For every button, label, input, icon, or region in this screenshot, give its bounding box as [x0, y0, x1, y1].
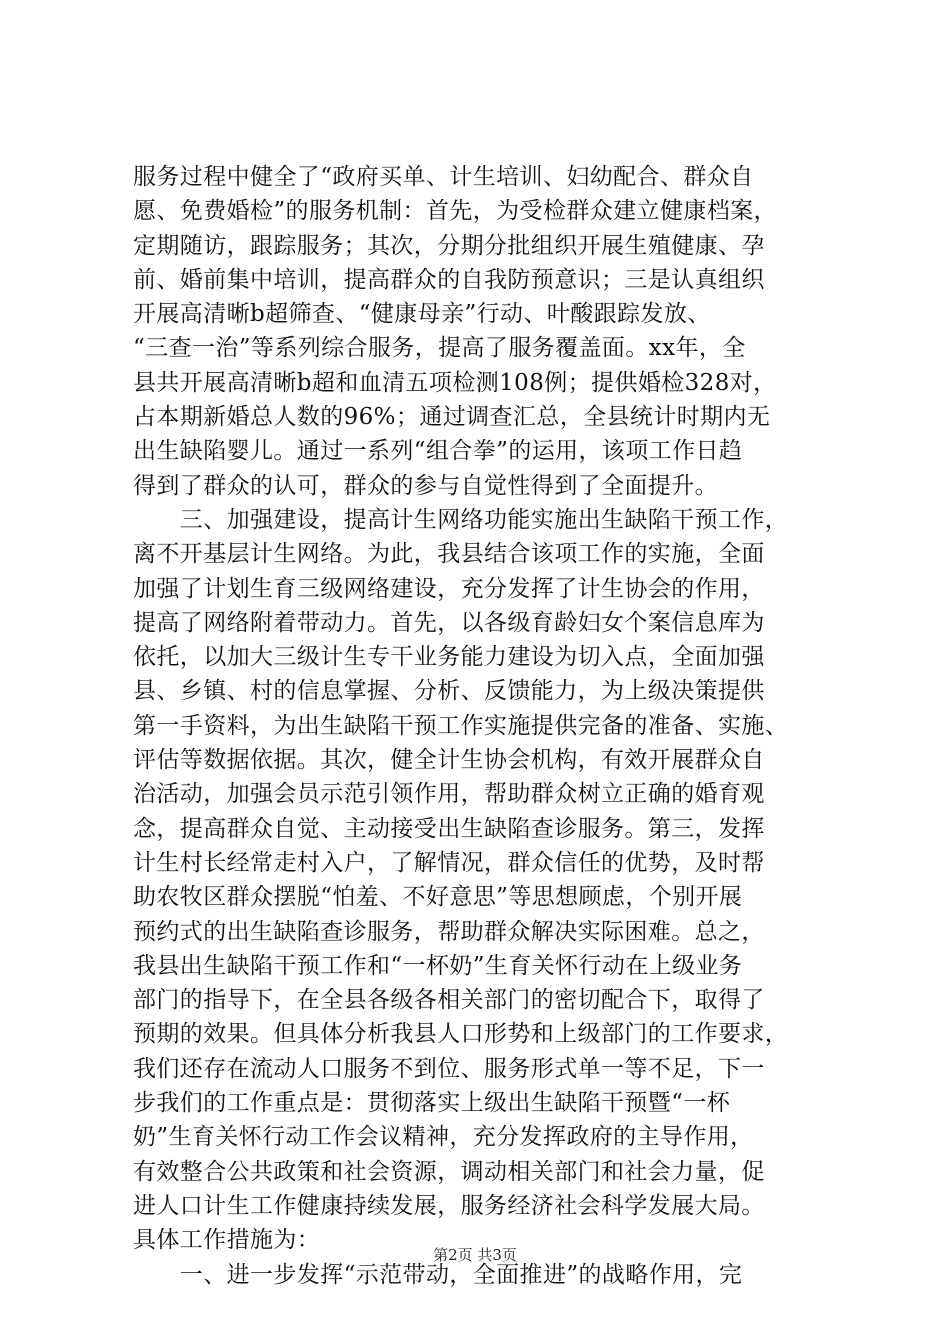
text-line: 前、婚前集中培训，提高群众的自我防预意识；三是认真组织 — [133, 266, 765, 293]
text-line: 服务过程中健全了“政府买单、计生培训、妇幼配合、群众自 — [133, 164, 754, 190]
page-footer: 第2页 共3页 — [433, 1246, 517, 1264]
text-line: 具体工作措施为： — [133, 1227, 321, 1254]
text-line: 部门的指导下，在全县各级各相关部门的密切配合下，取得了 — [133, 987, 765, 1014]
text-line: 我县出生缺陷干预工作和“一杯奶”生育关怀行动在上级业务 — [133, 952, 743, 979]
text-line: 提高了网络附着带动力。首先，以各级育龄妇女个案信息库为 — [133, 609, 765, 636]
text-line: 第一手资料，为出生缺陷干预工作实施提供完备的准备、实施、 — [133, 712, 789, 739]
text-line: 加强了计划生育三级网络建设，充分发挥了计生协会的作用， — [133, 575, 765, 602]
text-line: 得到了群众的认可，群众的参与自觉性得到了全面提升。 — [133, 472, 718, 499]
text-line: 评估等数据依据。其次，健全计生协会机构，有效开展群众自 — [133, 747, 765, 774]
text-line: 离不开基层计生网络。为此，我县结合该项工作的实施，全面 — [133, 541, 765, 568]
text-line: 念，提高群众自觉、主动接受出生缺陷查诊服务。第三，发挥 — [133, 815, 765, 842]
text-line: 开展高清晰b超筛查、“健康母亲”行动、叶酸跟踪发放、 — [133, 301, 711, 328]
text-line: 定期随访，跟踪服务；其次，分期分批组织开展生殖健康、孕 — [133, 232, 765, 259]
document-body — [133, 160, 833, 1292]
text-line: 我们还存在流动人口服务不到位、服务形式单一等不足，下一 — [133, 1055, 765, 1082]
text-line: 一、进一步发挥“示范带动，全面推进”的战略作用，完 — [133, 1261, 743, 1288]
text-line: “三查一治”等系列综合服务，提高了服务覆盖面。xx年，全 — [133, 335, 746, 362]
text-line: 县共开展高清晰b超和血清五项检测108例；提供婚检328对， — [133, 369, 777, 396]
text-line: 愿、免费婚检”的服务机制：首先，为受检群众建立健康档案， — [133, 198, 777, 225]
text-line: 进人口计生工作健康持续发展，服务经济社会科学发展大局。 — [133, 1192, 765, 1219]
text-line: 占本期新婚总人数的96%；通过调查汇总，全县统计时期内无 — [133, 404, 771, 431]
text-line: 预期的效果。但具体分析我县人口形势和上级部门的工作要求， — [133, 1021, 789, 1048]
text-line: 依托，以加大三级计生专干业务能力建设为切入点，全面加强 — [133, 644, 765, 671]
text-line: 三、加强建设，提高计生网络功能实施出生缺陷干预工作， — [133, 506, 789, 533]
text-line: 预约式的出生缺陷查诊服务，帮助群众解决实际困难。总之， — [133, 918, 765, 945]
text-line: 计生村长经常走村入户，了解情况，群众信任的优势，及时帮 — [133, 849, 765, 876]
text-line: 有效整合公共政策和社会资源，调动相关部门和社会力量，促 — [133, 1158, 765, 1185]
text-line: 出生缺陷婴儿。通过一系列“组合拳”的运用，该项工作日趋 — [133, 438, 743, 465]
text-line: 县、乡镇、村的信息掌握、分析、反馈能力，为上级决策提供 — [133, 678, 765, 705]
text-line: 治活动，加强会员示范引领作用，帮助群众树立正确的婚育观 — [133, 781, 765, 808]
text-line: 奶”生育关怀行动工作会议精神，充分发挥政府的主导作用， — [133, 1124, 754, 1151]
text-line: 助农牧区群众摆脱“怕羞、不好意思”等思想顾虑，个别开展 — [133, 884, 743, 911]
text-line: 步我们的工作重点是：贯彻落实上级出生缺陷干预暨“一杯 — [133, 1090, 731, 1117]
